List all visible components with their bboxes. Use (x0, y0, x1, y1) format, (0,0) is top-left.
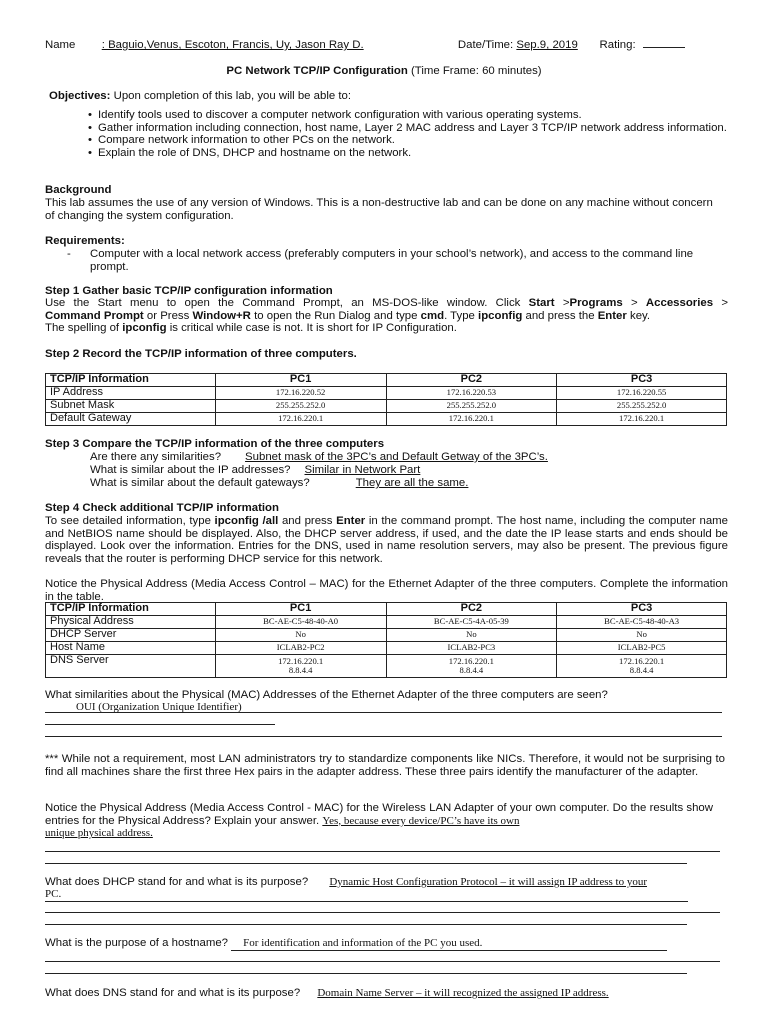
requirements-dash: - (67, 248, 71, 260)
dhcp-answer-1: Dynamic Host Configuration Protocol – it will assign IP address to your (329, 876, 648, 888)
step4-heading: Step 4 Check additional TCP/IP information (45, 502, 279, 514)
dns-answer: Domain Name Server – it will recognized the assigned IP address. (317, 987, 609, 999)
wlan-answer-1: Yes, because every device/PC’s have its own (322, 814, 520, 827)
answer-line (45, 961, 720, 962)
answer-line (45, 851, 720, 852)
table-row: Host Name ICLAB2-PC2 ICLAB2-PC3 ICLAB2-PC5 (46, 642, 727, 655)
hostname-question: What is the purpose of a hostname? For identification and information of the PC you used. (45, 937, 667, 951)
step3-q2: What is similar about the IP addresses? Similar in Network Part (90, 464, 649, 477)
table-row: Physical Address BC-AE-C5-48-40-A0 BC-AE-C5-4A-05-39 BC-AE-C5-48-40-A3 (46, 616, 727, 629)
mac-answer: OUI (Organization Unique Identifier) (76, 701, 242, 713)
objective-item: • Gather information including connection, host name, Layer 2 MAC address and Layer 3 TCP/IP network address information. (88, 122, 728, 135)
table-row: IP Address 172.16.220.52 172.16.220.53 172.16.220.55 (46, 387, 727, 400)
mac-question: What similarities about the Physical (MAC) Addresses of the Ethernet Adapter of the three computers are seen? (45, 689, 608, 701)
date-label: Date/Time: (457, 39, 514, 51)
page-title (0, 65, 768, 78)
answer-line (45, 863, 687, 864)
background-heading: Background (45, 184, 112, 196)
step3-heading: Step 3 Compare the TCP/IP information of the three computers (45, 438, 385, 450)
rating-blank (643, 47, 685, 48)
answer-line (45, 924, 687, 925)
table-header-row: TCP/IP Information PC1 PC2 PC3 (46, 374, 727, 387)
answer-line (45, 912, 720, 913)
answer-line (45, 712, 722, 713)
step3-a3: They are all the same. (355, 477, 469, 489)
step2-heading: Step 2 Record the TCP/IP information of three computers. (45, 348, 357, 360)
step1-heading: Step 1 Gather basic TCP/IP configuration information (45, 285, 333, 297)
step4-mac-paragraph: Notice the Physical Address (Media Access Control – MAC) for the Ethernet Adapter of the three computers. Complete the information in the table. (45, 578, 728, 603)
step1-text: Use the Start menu to open the Command Prompt, an MS-DOS-like window. Click Start >Programs > Accessories > Command Prompt or Press Window+R to open the Run Dialog and type cmd. Type ipconfig and press the Enter key. The spelling of ipconfig is critical while case is not. It is short for IP Configuration. (45, 297, 728, 335)
mac-table (45, 602, 727, 678)
dns-question: What does DNS stand for and what is its purpose? Domain Name Server – it will recognized the assigned IP address. (45, 987, 609, 999)
tcpip-table (45, 373, 727, 426)
objectives-label: Objectives: (49, 90, 111, 102)
step3-q1: Are there any similarities? Subnet mask of the 3PC’s and Default Getway of the 3PC’s. (90, 451, 621, 464)
step3-q3: What is similar about the default gateways? They are all the same. (90, 477, 640, 490)
dhcp-answer-2: PC. (45, 888, 688, 902)
answer-line (45, 973, 687, 974)
table-row: Subnet Mask 255.255.252.0 255.255.252.0 255.255.252.0 (46, 400, 727, 413)
admin-note: *** While not a requirement, most LAN administrators try to standardize components like NICs. Therefore, it would not be surprising to find all machines share the first three Hex pairs in the adapter address. These three pairs identify the manufacturer of the adapter. (45, 753, 725, 778)
objectives-intro: Upon completion of this lab, you will be able to: (110, 90, 352, 102)
step3-a2: Similar in Network Part (304, 464, 421, 476)
hostname-answer: For identification and information of the PC you used. (231, 937, 667, 951)
requirements-text: Computer with a local network access (preferably computers in your school’s network), and access to the command line prompt. (90, 248, 694, 273)
background-text: This lab assumes the use of any version of Windows. This is a non-destructive lab and can be done on any machine without concern of changing the system configuration. (45, 197, 713, 222)
table-row: DNS Server 172.16.220.1 8.8.4.4 172.16.220.1 8.8.4.4 172.16.220.1 8.8.4.4 (46, 655, 727, 678)
dhcp-question: What does DHCP stand for and what is its purpose? Dynamic Host Configuration Protocol – it will assign IP address to your (45, 876, 648, 888)
answer-line (45, 724, 275, 725)
answer-line (45, 736, 722, 737)
title-timeframe: (Time Frame: 60 minutes) (407, 65, 542, 77)
header-line (45, 39, 685, 52)
table-row: Default Gateway 172.16.220.1 172.16.220.1 172.16.220.1 (46, 413, 727, 426)
table-header-row: TCP/IP Information PC1 PC2 PC3 (46, 603, 727, 616)
name-value: : Baguio,Venus, Escoton, Francis, Uy, Jason Ray D. (101, 39, 364, 51)
objective-item: • Identify tools used to discover a computer network configuration with various operating systems. (88, 109, 728, 122)
requirements-heading: Requirements: (45, 235, 125, 247)
wlan-answer-2: unique physical address. (45, 827, 153, 839)
step4-paragraph: To see detailed information, type ipconfig /all and press Enter in the command prompt. The host name, including the computer name and NetBIOS name should be displayed. Also, the DHCP server address, if used, and the date the IP lease starts and ends should be displayed. Look over the information. Entries for the DNS, used in name resolution servers, may also be present. The previous figure reveals that the router is performing DHCP service for this network. (45, 515, 728, 565)
objectives-list (88, 109, 728, 159)
wlan-question: Notice the Physical Address (Media Access Control - MAC) for the Wireless LAN Adapter of your own computer. Do the results show entries for the Physical Address? Explain your answer. Yes, because every device/PC’s have its own (45, 802, 713, 827)
name-label: Name (45, 39, 76, 51)
objective-item: • Compare network information to other PCs on the network. (88, 134, 728, 147)
table-row: DHCP Server No No No (46, 629, 727, 642)
date-value: Sep.9, 2019 (516, 39, 578, 51)
objectives-line (49, 90, 351, 103)
objective-item: • Explain the role of DNS, DHCP and hostname on the network. (88, 147, 728, 160)
step3-a1: Subnet mask of the 3PC’s and Default Getway of the 3PC’s. (245, 451, 548, 463)
title-main: PC Network TCP/IP Configuration (226, 65, 408, 77)
rating-label: Rating: (599, 39, 636, 51)
